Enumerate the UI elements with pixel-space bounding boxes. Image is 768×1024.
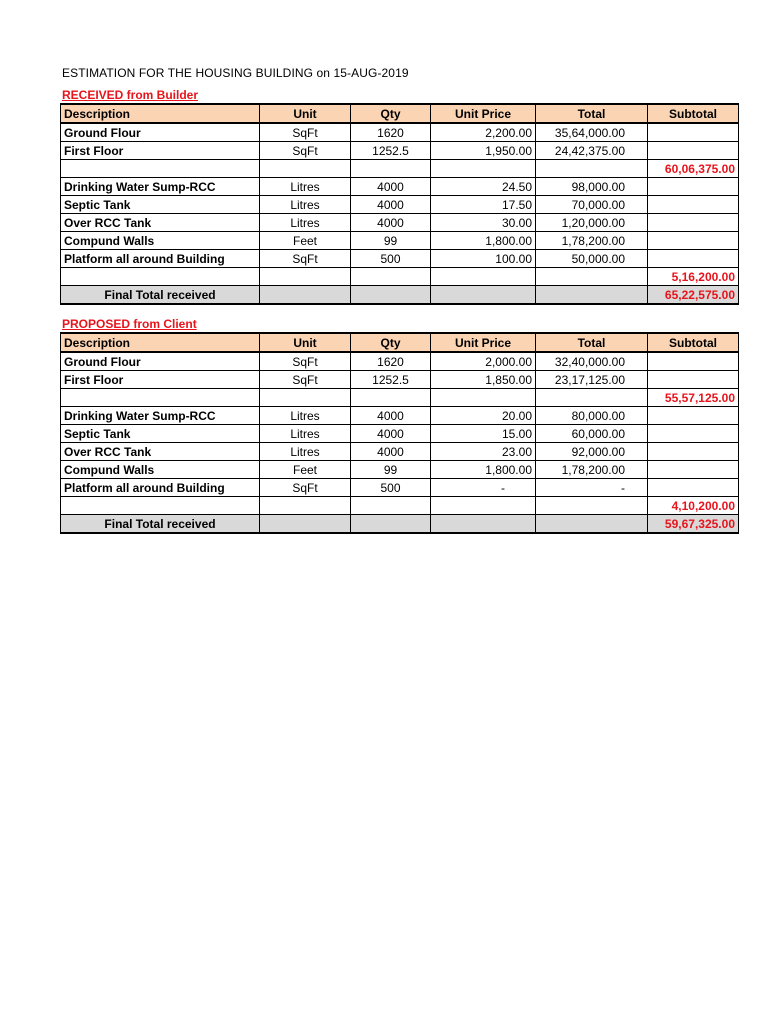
row-unit: Feet bbox=[260, 232, 351, 250]
table-row bbox=[61, 142, 739, 160]
header-unit: Unit bbox=[260, 104, 351, 123]
header-unit-price: Unit Price bbox=[431, 333, 536, 352]
header-qty: Qty bbox=[351, 333, 431, 352]
group-subtotal: 5,16,200.00 bbox=[648, 268, 739, 286]
row-subtotal bbox=[648, 232, 739, 250]
table-row bbox=[61, 214, 739, 232]
row-subtotal bbox=[648, 443, 739, 461]
table-row bbox=[61, 479, 739, 497]
row-unit-price: 15.00 bbox=[431, 425, 536, 443]
row-qty: 4000 bbox=[351, 178, 431, 196]
row-subtotal bbox=[648, 250, 739, 268]
row-total: 70,000.00 bbox=[536, 196, 648, 214]
row-description: Compund Walls bbox=[61, 461, 260, 479]
final-total-label: Final Total received bbox=[61, 286, 260, 305]
row-subtotal bbox=[648, 142, 739, 160]
row-total: - bbox=[536, 479, 648, 497]
row-description: Septic Tank bbox=[61, 425, 260, 443]
row-qty: 4000 bbox=[351, 214, 431, 232]
row-description: Ground Flour bbox=[61, 352, 260, 371]
row-subtotal bbox=[648, 461, 739, 479]
row-unit-price: 1,950.00 bbox=[431, 142, 536, 160]
header-unit-price: Unit Price bbox=[431, 104, 536, 123]
group-subtotal: 60,06,375.00 bbox=[648, 160, 739, 178]
row-subtotal bbox=[648, 371, 739, 389]
row-unit: Litres bbox=[260, 407, 351, 425]
table-row bbox=[61, 250, 739, 268]
header-unit: Unit bbox=[260, 333, 351, 352]
header-total: Total bbox=[536, 333, 648, 352]
row-description: Drinking Water Sump-RCC bbox=[61, 407, 260, 425]
header-total: Total bbox=[536, 104, 648, 123]
header-subtotal: Subtotal bbox=[648, 104, 739, 123]
row-total: 60,000.00 bbox=[536, 425, 648, 443]
row-total: 1,78,200.00 bbox=[536, 232, 648, 250]
row-qty: 1252.5 bbox=[351, 142, 431, 160]
subtotal-row bbox=[61, 389, 739, 407]
row-unit-price: 17.50 bbox=[431, 196, 536, 214]
row-qty: 500 bbox=[351, 479, 431, 497]
row-unit: Feet bbox=[260, 461, 351, 479]
table-row bbox=[61, 352, 739, 371]
header-description: Description bbox=[61, 104, 260, 123]
row-total: 35,64,000.00 bbox=[536, 123, 648, 142]
row-total: 1,20,000.00 bbox=[536, 214, 648, 232]
table-row bbox=[61, 232, 739, 250]
row-unit-price: 23.00 bbox=[431, 443, 536, 461]
row-qty: 500 bbox=[351, 250, 431, 268]
proposed-heading: PROPOSED from Client bbox=[62, 317, 197, 331]
subtotal-row bbox=[61, 497, 739, 515]
row-unit: Litres bbox=[260, 443, 351, 461]
row-total: 92,000.00 bbox=[536, 443, 648, 461]
table-row bbox=[61, 196, 739, 214]
row-total: 1,78,200.00 bbox=[536, 461, 648, 479]
row-subtotal bbox=[648, 123, 739, 142]
row-qty: 99 bbox=[351, 232, 431, 250]
row-subtotal bbox=[648, 479, 739, 497]
row-qty: 1620 bbox=[351, 352, 431, 371]
row-description: Drinking Water Sump-RCC bbox=[61, 178, 260, 196]
row-unit-price: 30.00 bbox=[431, 214, 536, 232]
table-row bbox=[61, 443, 739, 461]
row-unit-price: 2,000.00 bbox=[431, 352, 536, 371]
row-subtotal bbox=[648, 352, 739, 371]
row-total: 50,000.00 bbox=[536, 250, 648, 268]
proposed-table bbox=[60, 332, 739, 534]
row-unit: Litres bbox=[260, 214, 351, 232]
row-qty: 4000 bbox=[351, 443, 431, 461]
page-title: ESTIMATION FOR THE HOUSING BUILDING on 15-AUG-2019 bbox=[62, 66, 409, 80]
row-unit: SqFt bbox=[260, 250, 351, 268]
row-unit: Litres bbox=[260, 425, 351, 443]
row-description: First Floor bbox=[61, 371, 260, 389]
row-unit-price: 100.00 bbox=[431, 250, 536, 268]
row-subtotal bbox=[648, 196, 739, 214]
row-subtotal bbox=[648, 214, 739, 232]
table-row bbox=[61, 123, 739, 142]
row-description: Ground Flour bbox=[61, 123, 260, 142]
final-total-value: 65,22,575.00 bbox=[648, 286, 739, 305]
table-row bbox=[61, 407, 739, 425]
row-qty: 4000 bbox=[351, 425, 431, 443]
row-unit-price: 1,850.00 bbox=[431, 371, 536, 389]
row-qty: 4000 bbox=[351, 196, 431, 214]
row-description: Compund Walls bbox=[61, 232, 260, 250]
row-description: Over RCC Tank bbox=[61, 214, 260, 232]
received-table bbox=[60, 103, 739, 305]
row-unit: Litres bbox=[260, 178, 351, 196]
row-unit-price: - bbox=[431, 479, 536, 497]
row-unit: SqFt bbox=[260, 142, 351, 160]
row-unit: SqFt bbox=[260, 479, 351, 497]
row-unit: SqFt bbox=[260, 352, 351, 371]
table-row bbox=[61, 425, 739, 443]
row-subtotal bbox=[648, 425, 739, 443]
row-description: Over RCC Tank bbox=[61, 443, 260, 461]
row-total: 32,40,000.00 bbox=[536, 352, 648, 371]
row-total: 80,000.00 bbox=[536, 407, 648, 425]
row-unit-price: 20.00 bbox=[431, 407, 536, 425]
final-total-value: 59,67,325.00 bbox=[648, 515, 739, 534]
table-row bbox=[61, 178, 739, 196]
row-qty: 1252.5 bbox=[351, 371, 431, 389]
row-unit: SqFt bbox=[260, 123, 351, 142]
row-total: 23,17,125.00 bbox=[536, 371, 648, 389]
subtotal-row bbox=[61, 268, 739, 286]
final-total-label: Final Total received bbox=[61, 515, 260, 534]
row-description: First Floor bbox=[61, 142, 260, 160]
table-row bbox=[61, 371, 739, 389]
received-heading: RECEIVED from Builder bbox=[62, 88, 199, 102]
row-qty: 99 bbox=[351, 461, 431, 479]
row-subtotal bbox=[648, 178, 739, 196]
group-subtotal: 55,57,125.00 bbox=[648, 389, 739, 407]
row-unit-price: 24.50 bbox=[431, 178, 536, 196]
row-qty: 4000 bbox=[351, 407, 431, 425]
row-unit-price: 2,200.00 bbox=[431, 123, 536, 142]
header-subtotal: Subtotal bbox=[648, 333, 739, 352]
row-unit: Litres bbox=[260, 196, 351, 214]
row-description: Platform all around Building bbox=[61, 250, 260, 268]
row-description: Septic Tank bbox=[61, 196, 260, 214]
final-total-row bbox=[61, 286, 739, 305]
row-qty: 1620 bbox=[351, 123, 431, 142]
row-subtotal bbox=[648, 407, 739, 425]
group-subtotal: 4,10,200.00 bbox=[648, 497, 739, 515]
row-total: 98,000.00 bbox=[536, 178, 648, 196]
final-total-row bbox=[61, 515, 739, 534]
row-unit: SqFt bbox=[260, 371, 351, 389]
table-header-row bbox=[61, 104, 739, 123]
row-unit-price: 1,800.00 bbox=[431, 461, 536, 479]
row-total: 24,42,375.00 bbox=[536, 142, 648, 160]
table-header-row bbox=[61, 333, 739, 352]
table-row bbox=[61, 461, 739, 479]
row-description: Platform all around Building bbox=[61, 479, 260, 497]
subtotal-row bbox=[61, 160, 739, 178]
header-qty: Qty bbox=[351, 104, 431, 123]
row-unit-price: 1,800.00 bbox=[431, 232, 536, 250]
header-description: Description bbox=[61, 333, 260, 352]
